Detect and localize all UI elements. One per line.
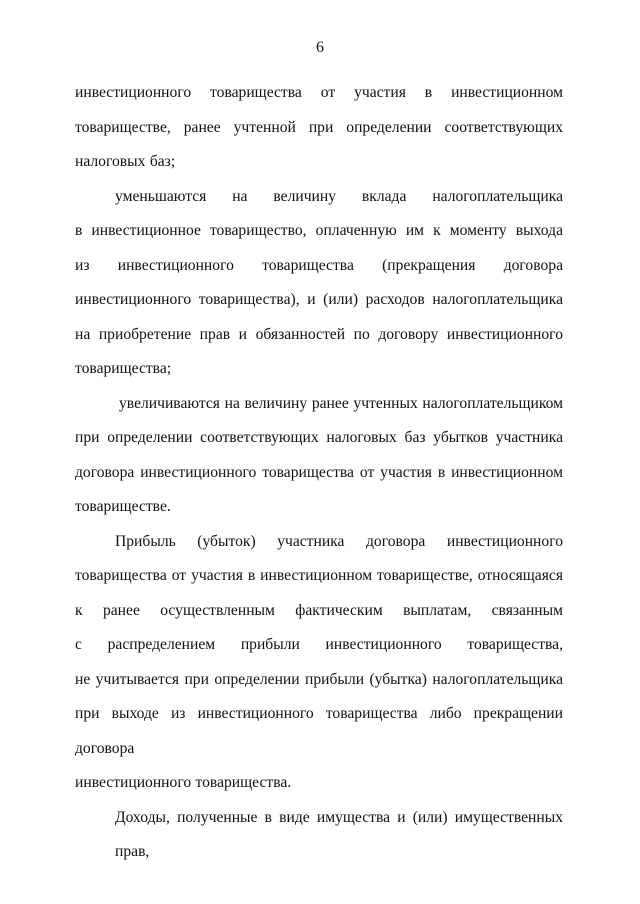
text-line: инвестиционного товарищества от участия в инвестиционном <box>75 84 563 101</box>
text-line: договора инвестиционного товарищества от участия в инвестиционном <box>75 463 563 481</box>
paragraph <box>75 801 563 870</box>
text-line: увеличиваются на величину ранее учтенных налогоплательщиком <box>119 394 563 412</box>
paragraph <box>75 525 563 801</box>
text-line: товариществе. <box>75 498 171 515</box>
text-line: к ранее осуществленным фактическим выплатам, связанным <box>75 601 563 619</box>
text-line: не учитывается при определении прибыли (убытка) налогоплательщика <box>75 670 563 688</box>
text-line: инвестиционного товарищества), и (или) расходов налогоплательщика <box>75 291 563 308</box>
text-line: на приобретение прав и обязанностей по договору инвестиционного <box>75 325 563 343</box>
text-line: Прибыль (убыток) участника договора инвестиционного <box>115 532 563 550</box>
text-line: налоговых баз; <box>75 153 176 170</box>
text-line: товариществе, ранее учтенной при определении соответствующих <box>75 118 563 136</box>
text-line: Доходы, полученные в виде имущества и (или) имущественных прав, <box>115 808 563 860</box>
paragraph <box>75 387 563 525</box>
text-line: в инвестиционное товарищество, оплаченную им к моменту выхода <box>75 222 563 239</box>
text-line: товарищества; <box>75 360 172 377</box>
text-line: из инвестиционного товарищества (прекращения договора <box>75 256 563 274</box>
text-line: уменьшаются на величину вклада налогоплательщика <box>115 187 563 205</box>
text-line: при выходе из инвестиционного товарищества либо прекращении договора <box>75 705 563 757</box>
text-line: товарищества от участия в инвестиционном товариществе, относящаяся <box>75 567 563 584</box>
text-line: при определении соответствующих налоговых баз убытков участника <box>75 429 563 446</box>
document-body <box>75 76 563 870</box>
text-line: инвестиционного товарищества. <box>75 774 292 791</box>
paragraph <box>75 180 563 387</box>
text-line: с распределением прибыли инвестиционного товарищества, <box>75 636 563 653</box>
page-number: 6 <box>316 39 324 56</box>
paragraph <box>75 76 563 180</box>
